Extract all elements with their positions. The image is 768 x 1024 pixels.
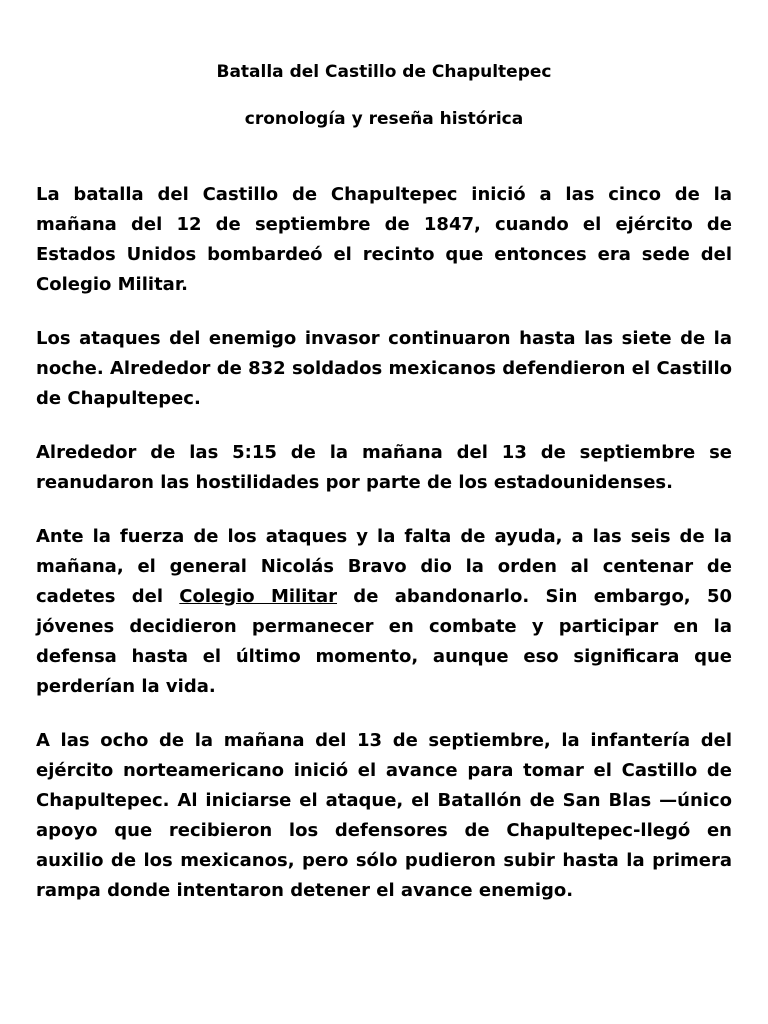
document-subtitle: cronología y reseña histórica xyxy=(244,109,524,129)
paragraph-5: A las ocho de la mañana del 13 de septiembre, la infantería del ejército norteamericano inició el avance para tomar el Castillo de Chapultepec. Al iniciarse el ataque, el Batallón de San Blas —único apoyo que recibieron los defensores de Chapultepec-llegó en auxilio de los mexicanos, pero sólo pudieron subir hasta la primera rampa donde intentaron detener el avance enemigo. xyxy=(36,730,732,901)
paragraph-4 xyxy=(36,522,732,702)
paragraph-4-text-after: de abandonarlo. Sin embargo, 50 jóvenes decidieron permanecer en combate y participar en la defensa hasta el último momento, aunque eso significara que perderían la vida. xyxy=(36,586,732,697)
document-body xyxy=(36,180,732,930)
paragraph-1: La batalla del Castillo de Chapultepec inició a las cinco de la mañana del 12 de septiembre de 1847, cuando el ejército de Estados Unidos bombardeó el recinto que entonces era sede del Colegio Militar. xyxy=(36,184,732,295)
paragraph-3: Alrededor de las 5:15 de la mañana del 13 de septiembre se reanudaron las hostilidades por parte de los estadounidenses. xyxy=(36,442,732,493)
paragraph-4-text-before: Ante la fuerza de los ataques y la falta de ayuda, a las seis de la mañana, el general Nicolás Bravo dio la orden al centenar de cadetes del xyxy=(36,526,732,607)
paragraph-2: Los ataques del enemigo invasor continuaron hasta las siete de la noche. Alrededor de 832 soldados mexicanos defendieron el Castillo de Chapultepec. xyxy=(36,328,732,409)
colegio-militar-link[interactable]: Colegio Militar xyxy=(179,586,338,607)
document-title: Batalla del Castillo de Chapultepec xyxy=(216,62,552,82)
